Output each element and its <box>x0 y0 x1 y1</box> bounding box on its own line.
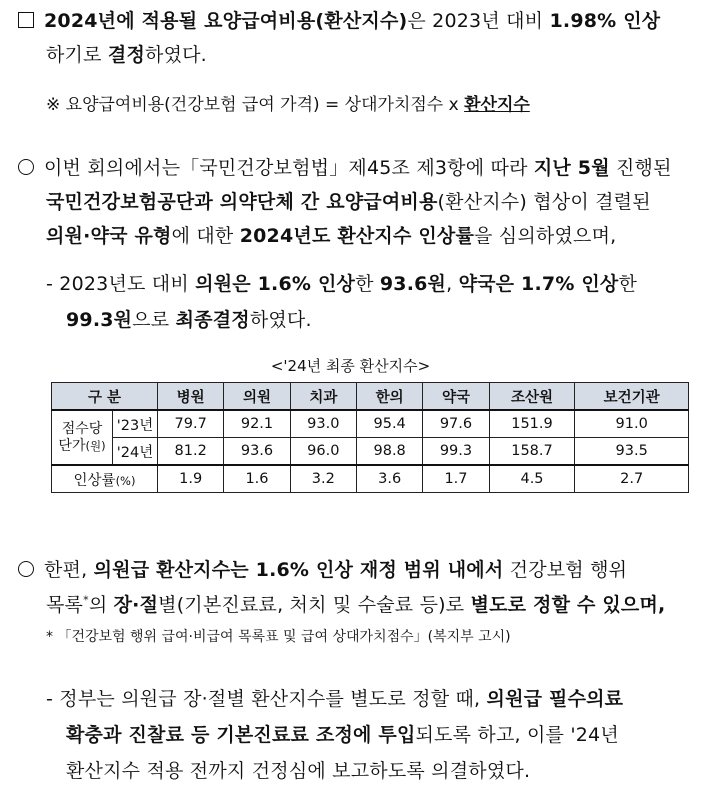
s2-s1c: 한 <box>355 273 380 295</box>
value-cell: 92.1 <box>224 410 290 438</box>
s3-l2e: 별도로 정할 수 있으며, <box>470 594 666 616</box>
row-group-l2a: 단가 <box>58 437 86 454</box>
section2-sub1 <box>46 269 637 296</box>
s3-l1b: 의원급 환산지수는 1.6% 인상 재정 범위 내에서 <box>93 559 504 581</box>
s2-l1c: 진행된 <box>609 157 672 179</box>
value-cell: 158.7 <box>489 438 575 466</box>
rate-cell: 1.7 <box>423 465 489 493</box>
header-cell: 약국 <box>423 383 489 411</box>
note-a: ※ 요양급여비용(건강보험 급여 가격) = 상대가치점수 x <box>46 95 465 115</box>
section3-sub1 <box>46 684 623 711</box>
rate-cell: 1.9 <box>158 465 224 493</box>
table-row <box>52 438 689 466</box>
s1-l2a: 하기로 <box>46 44 108 66</box>
section3-sub3: 환산지수 적용 전까지 건정심에 보고하도록 의결하였다. <box>66 760 531 782</box>
s1-l2b: 결정 <box>107 44 146 66</box>
s2-s1e: , <box>446 273 459 295</box>
header-cell: 치과 <box>290 383 356 411</box>
s2-s1b: 의원은 1.6% 인상 <box>195 273 356 295</box>
section2-line2 <box>46 187 651 214</box>
section3-line2 <box>46 590 665 617</box>
section2-line1 <box>18 153 672 180</box>
section1-line1 <box>18 6 660 33</box>
s1-l1c: 1.98% 인상 <box>549 10 661 32</box>
s3-s1b: 의원급 필수의료 <box>486 688 624 710</box>
value-cell: 91.0 <box>575 410 689 438</box>
rate-label-b: (%) <box>115 473 136 488</box>
s2-l1a: 이번 회의에서는「국민건강보험법」제45조 제3항에 따라 <box>44 157 534 179</box>
row-group-l1: 점수당 <box>61 420 103 437</box>
row-group-l2b: (원) <box>85 438 106 453</box>
header-cell: 보건기관 <box>575 383 689 411</box>
s3-l2a: 목록 <box>46 594 84 616</box>
rate-cell: 2.7 <box>575 465 689 493</box>
header-cell: 구 분 <box>52 383 158 411</box>
value-cell: 79.7 <box>158 410 224 438</box>
circle-bullet-icon <box>18 561 34 577</box>
s2-l3d: 을 심의하였으며, <box>474 225 617 247</box>
s3-l2d: 별(기본진료료, 처치 및 수술료 등)로 <box>158 594 471 616</box>
rate-cell: 1.6 <box>224 465 290 493</box>
s2-s2a: 99.3원 <box>66 309 133 331</box>
section1-line2 <box>46 40 207 67</box>
s2-l3c: 2024년도 환산지수 인상률 <box>239 225 475 247</box>
value-cell: 95.4 <box>356 410 422 438</box>
footnote: * 「건강보험 행위 급여·비급여 목록표 및 급여 상대가치점수」(복지부 고시) <box>46 629 511 645</box>
s2-s1g: 한 <box>618 273 638 295</box>
value-cell: 98.8 <box>356 438 422 466</box>
s3-l1a: 한편, <box>44 559 94 581</box>
s2-s2b: 으로 <box>132 309 176 331</box>
s2-l1b: 지난 5월 <box>533 157 610 179</box>
rate-label <box>52 465 158 493</box>
rate-label-a: 인상률 <box>73 472 116 489</box>
s3-l2c: 장·절 <box>113 594 159 616</box>
value-cell: 93.6 <box>224 438 290 466</box>
s1-l1a: 2024년에 적용될 요양급여비용(환산지수) <box>44 10 408 32</box>
s3-s2b: 되도록 하고, 이를 '24년 <box>415 724 619 746</box>
table-row <box>52 410 689 438</box>
row-group-label <box>52 410 113 465</box>
section2-line3 <box>46 221 616 248</box>
value-cell: 99.3 <box>423 438 489 466</box>
year-cell: '23년 <box>113 410 158 438</box>
section3-line1 <box>18 555 627 582</box>
s2-l2b: (환산지수) 협상이 결렬된 <box>437 191 651 213</box>
s3-star: * <box>83 593 89 607</box>
conversion-index-table <box>51 382 689 493</box>
s3-l1c: 건강보험 행위 <box>503 559 628 581</box>
rate-cell: 3.6 <box>356 465 422 493</box>
s3-s1a: - 정부는 의원급 장·절별 환산지수를 별도로 정할 때, <box>46 688 487 710</box>
header-cell: 의원 <box>224 383 290 411</box>
section2-sub2 <box>66 305 312 332</box>
checkbox-icon <box>18 12 34 28</box>
rate-cell: 4.5 <box>489 465 575 493</box>
value-cell: 81.2 <box>158 438 224 466</box>
s2-l2a: 국민건강보험공단과 의약단체 간 요양급여비용 <box>46 191 438 213</box>
s1-l2c: 하였다. <box>145 44 207 66</box>
year-cell: '24년 <box>113 438 158 466</box>
value-cell: 93.5 <box>575 438 689 466</box>
value-cell: 151.9 <box>489 410 575 438</box>
s1-l1b: 은 2023년 대비 <box>407 10 550 32</box>
s2-s1a: - 2023년도 대비 <box>46 273 196 295</box>
s3-l2b: 의 <box>88 594 114 616</box>
circle-bullet-icon <box>18 159 34 175</box>
value-cell: 97.6 <box>423 410 489 438</box>
s2-s1d: 93.6원 <box>379 273 447 295</box>
s2-s2d: 하였다. <box>249 309 312 331</box>
table-row-rate <box>52 465 689 493</box>
table-header-row <box>52 383 689 411</box>
header-cell: 조산원 <box>489 383 575 411</box>
s2-l3b: 에 대한 <box>171 225 240 247</box>
table-caption: <'24년 최종 환산지수> <box>270 357 431 375</box>
header-cell: 병원 <box>158 383 224 411</box>
formula-note <box>46 90 530 115</box>
rate-cell: 3.2 <box>290 465 356 493</box>
value-cell: 93.0 <box>290 410 356 438</box>
s2-s1f: 약국은 1.7% 인상 <box>458 273 619 295</box>
s3-s2a: 확충과 진찰료 등 기본진료료 조정에 투입 <box>66 724 416 746</box>
note-b: 환산지수 <box>464 95 530 115</box>
section3-sub2 <box>66 720 619 747</box>
value-cell: 96.0 <box>290 438 356 466</box>
s2-l3a: 의원·약국 유형 <box>46 225 172 247</box>
s2-s2c: 최종결정 <box>175 309 250 331</box>
header-cell: 한의 <box>356 383 422 411</box>
